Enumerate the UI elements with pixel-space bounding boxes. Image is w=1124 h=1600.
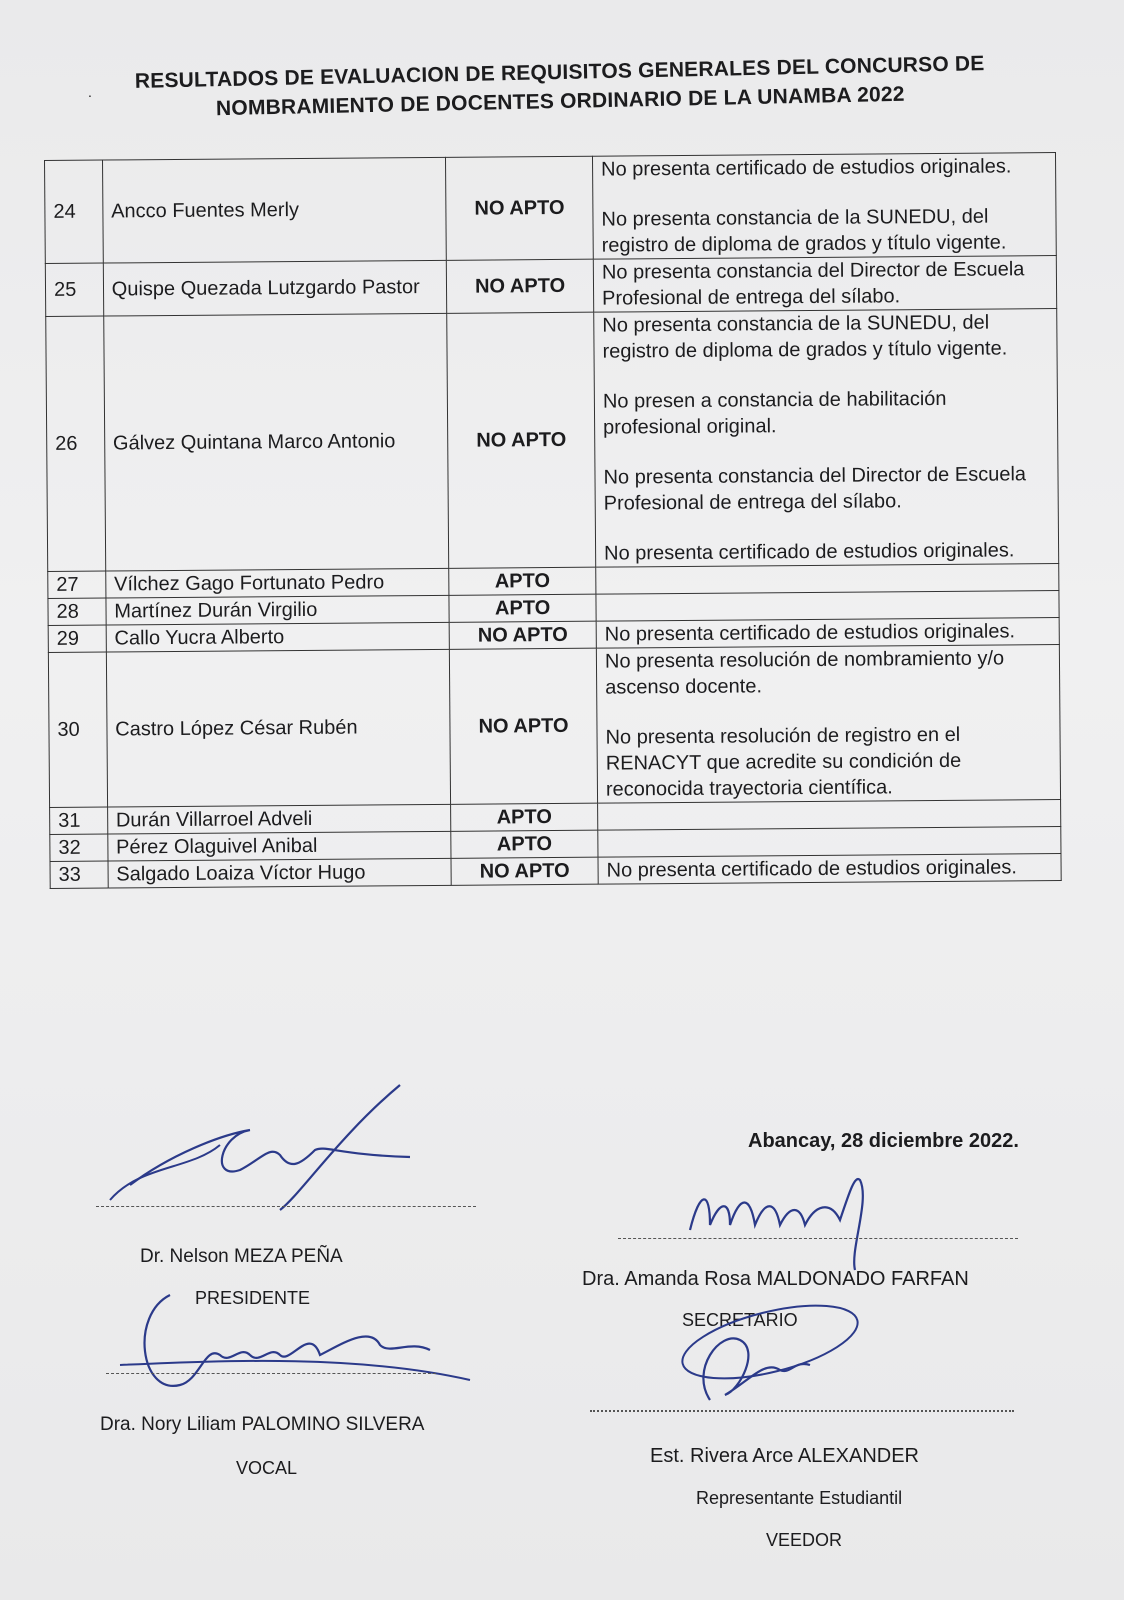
document-title	[60, 48, 1061, 127]
veedor-signature	[670, 1300, 870, 1420]
president-signature-line	[96, 1206, 476, 1207]
observation-text: No presenta constancia del Director de Escuela Profesional de entrega del sílabo.	[603, 463, 1027, 515]
candidate-name: Gálvez Quintana Marco Antonio	[103, 313, 448, 571]
row-number: 27	[48, 571, 106, 598]
results-table-body	[45, 153, 1062, 889]
evaluation-result: NO APTO	[449, 621, 596, 649]
evaluation-result: NO APTO	[451, 857, 598, 885]
veedor-role-line-1: Representante Estudiantil	[696, 1488, 903, 1508]
title-line-2: NOMBRAMIENTO DE DOCENTES ORDINARIO DE LA UNAMBA 2022	[215, 82, 905, 121]
title-marker: .	[88, 84, 92, 100]
evaluation-result: APTO	[449, 594, 596, 622]
row-number: 28	[48, 598, 106, 625]
evaluation-result: APTO	[449, 567, 596, 595]
secretary-name: Dra. Amanda Rosa MALDONADO FARFAN	[582, 1268, 969, 1290]
observation-text: No presenta certificado de estudios originales.	[601, 155, 1012, 181]
observation-text: No presenta certificado de estudios originales.	[604, 620, 1016, 646]
evaluation-result: NO APTO	[446, 259, 593, 313]
place-date: Abancay, 28 diciembre 2022.	[748, 1130, 1019, 1152]
vocal-role: VOCAL	[236, 1458, 298, 1478]
candidate-name: Vílchez Gago Fortunato Pedro	[105, 568, 449, 598]
observations-cell	[594, 309, 1059, 568]
evaluation-result: APTO	[451, 803, 598, 831]
vocal-signature-line	[106, 1373, 436, 1374]
observations-cell	[598, 800, 1061, 831]
secretary-role: SECRETARIO	[682, 1310, 798, 1330]
table-row	[46, 309, 1059, 572]
candidate-name: Martínez Durán Virgilio	[106, 595, 450, 625]
observations-cell	[593, 256, 1056, 313]
observations-cell	[598, 854, 1061, 885]
row-number: 30	[48, 652, 107, 807]
observation-text: No presenta certificado de estudios originales.	[606, 856, 1017, 882]
row-number: 24	[45, 160, 104, 263]
title-line-1: RESULTADOS DE EVALUACION DE REQUISITOS GENERALES DEL CONCURSO DE	[134, 52, 985, 93]
table-row	[45, 153, 1057, 264]
observations-cell	[596, 591, 1059, 622]
observation-text: No presenta resolución de nombramiento y/o ascenso docente.	[604, 647, 1005, 699]
evaluation-result: NO APTO	[447, 312, 596, 568]
evaluation-result: APTO	[451, 830, 598, 858]
candidate-name: Ancco Fuentes Merly	[102, 157, 446, 263]
table-row	[45, 256, 1056, 317]
observations-cell	[596, 645, 1060, 804]
candidate-name: Quispe Quezada Lutzgardo Pastor	[103, 260, 447, 316]
row-number: 29	[48, 625, 106, 652]
row-number: 31	[50, 807, 108, 834]
row-number: 26	[46, 316, 106, 571]
secretary-signature	[680, 1170, 900, 1280]
row-number: 32	[50, 834, 108, 861]
observations-cell	[596, 564, 1059, 595]
veedor-role-line-2: VEEDOR	[766, 1530, 843, 1550]
observation-text: No presenta constancia de la SUNEDU, del registro de diploma de grados y título vigente.	[601, 205, 1007, 257]
vocal-signature	[110, 1285, 480, 1405]
observations-cell	[593, 153, 1057, 260]
secretary-signature-line	[618, 1238, 1018, 1239]
row-number: 33	[50, 861, 108, 888]
president-role: PRESIDENTE	[195, 1288, 311, 1308]
evaluation-result: NO APTO	[449, 648, 597, 804]
vocal-name: Dra. Nory Liliam PALOMINO SILVERA	[100, 1414, 425, 1435]
president-signature	[100, 1075, 430, 1215]
candidate-name: Pérez Olaguivel Anibal	[108, 831, 452, 861]
results-table	[44, 152, 1062, 889]
observation-text: No presenta resolución de registro en el RENACYT que acredite su condición de reconocida trayectoria científica.	[605, 723, 962, 801]
observation-text: No presenta constancia de la SUNEDU, del registro de diploma de grados y título vigente.	[602, 311, 1008, 363]
row-number: 25	[45, 263, 103, 316]
veedor-name: Est. Rivera Arce ALEXANDER	[650, 1445, 919, 1467]
evaluation-result: NO APTO	[446, 156, 594, 260]
observations-cell	[598, 827, 1061, 858]
candidate-name: Castro López César Rubén	[106, 649, 451, 807]
observations-cell	[596, 618, 1059, 649]
candidate-name: Durán Villarroel Adveli	[107, 804, 451, 834]
candidate-name: Callo Yucra Alberto	[106, 622, 450, 652]
veedor-signature-line	[590, 1410, 1014, 1412]
observation-text: No presen a constancia de habilitación profesional original.	[602, 387, 947, 439]
observation-text: No presenta constancia del Director de Escuela Profesional de entrega del sílabo.	[601, 258, 1025, 310]
president-name: Dr. Nelson MEZA PEÑA	[140, 1246, 343, 1267]
table-row	[48, 645, 1060, 808]
candidate-name: Salgado Loaiza Víctor Hugo	[108, 858, 452, 888]
observation-text: No presenta certificado de estudios originales.	[604, 539, 1015, 565]
